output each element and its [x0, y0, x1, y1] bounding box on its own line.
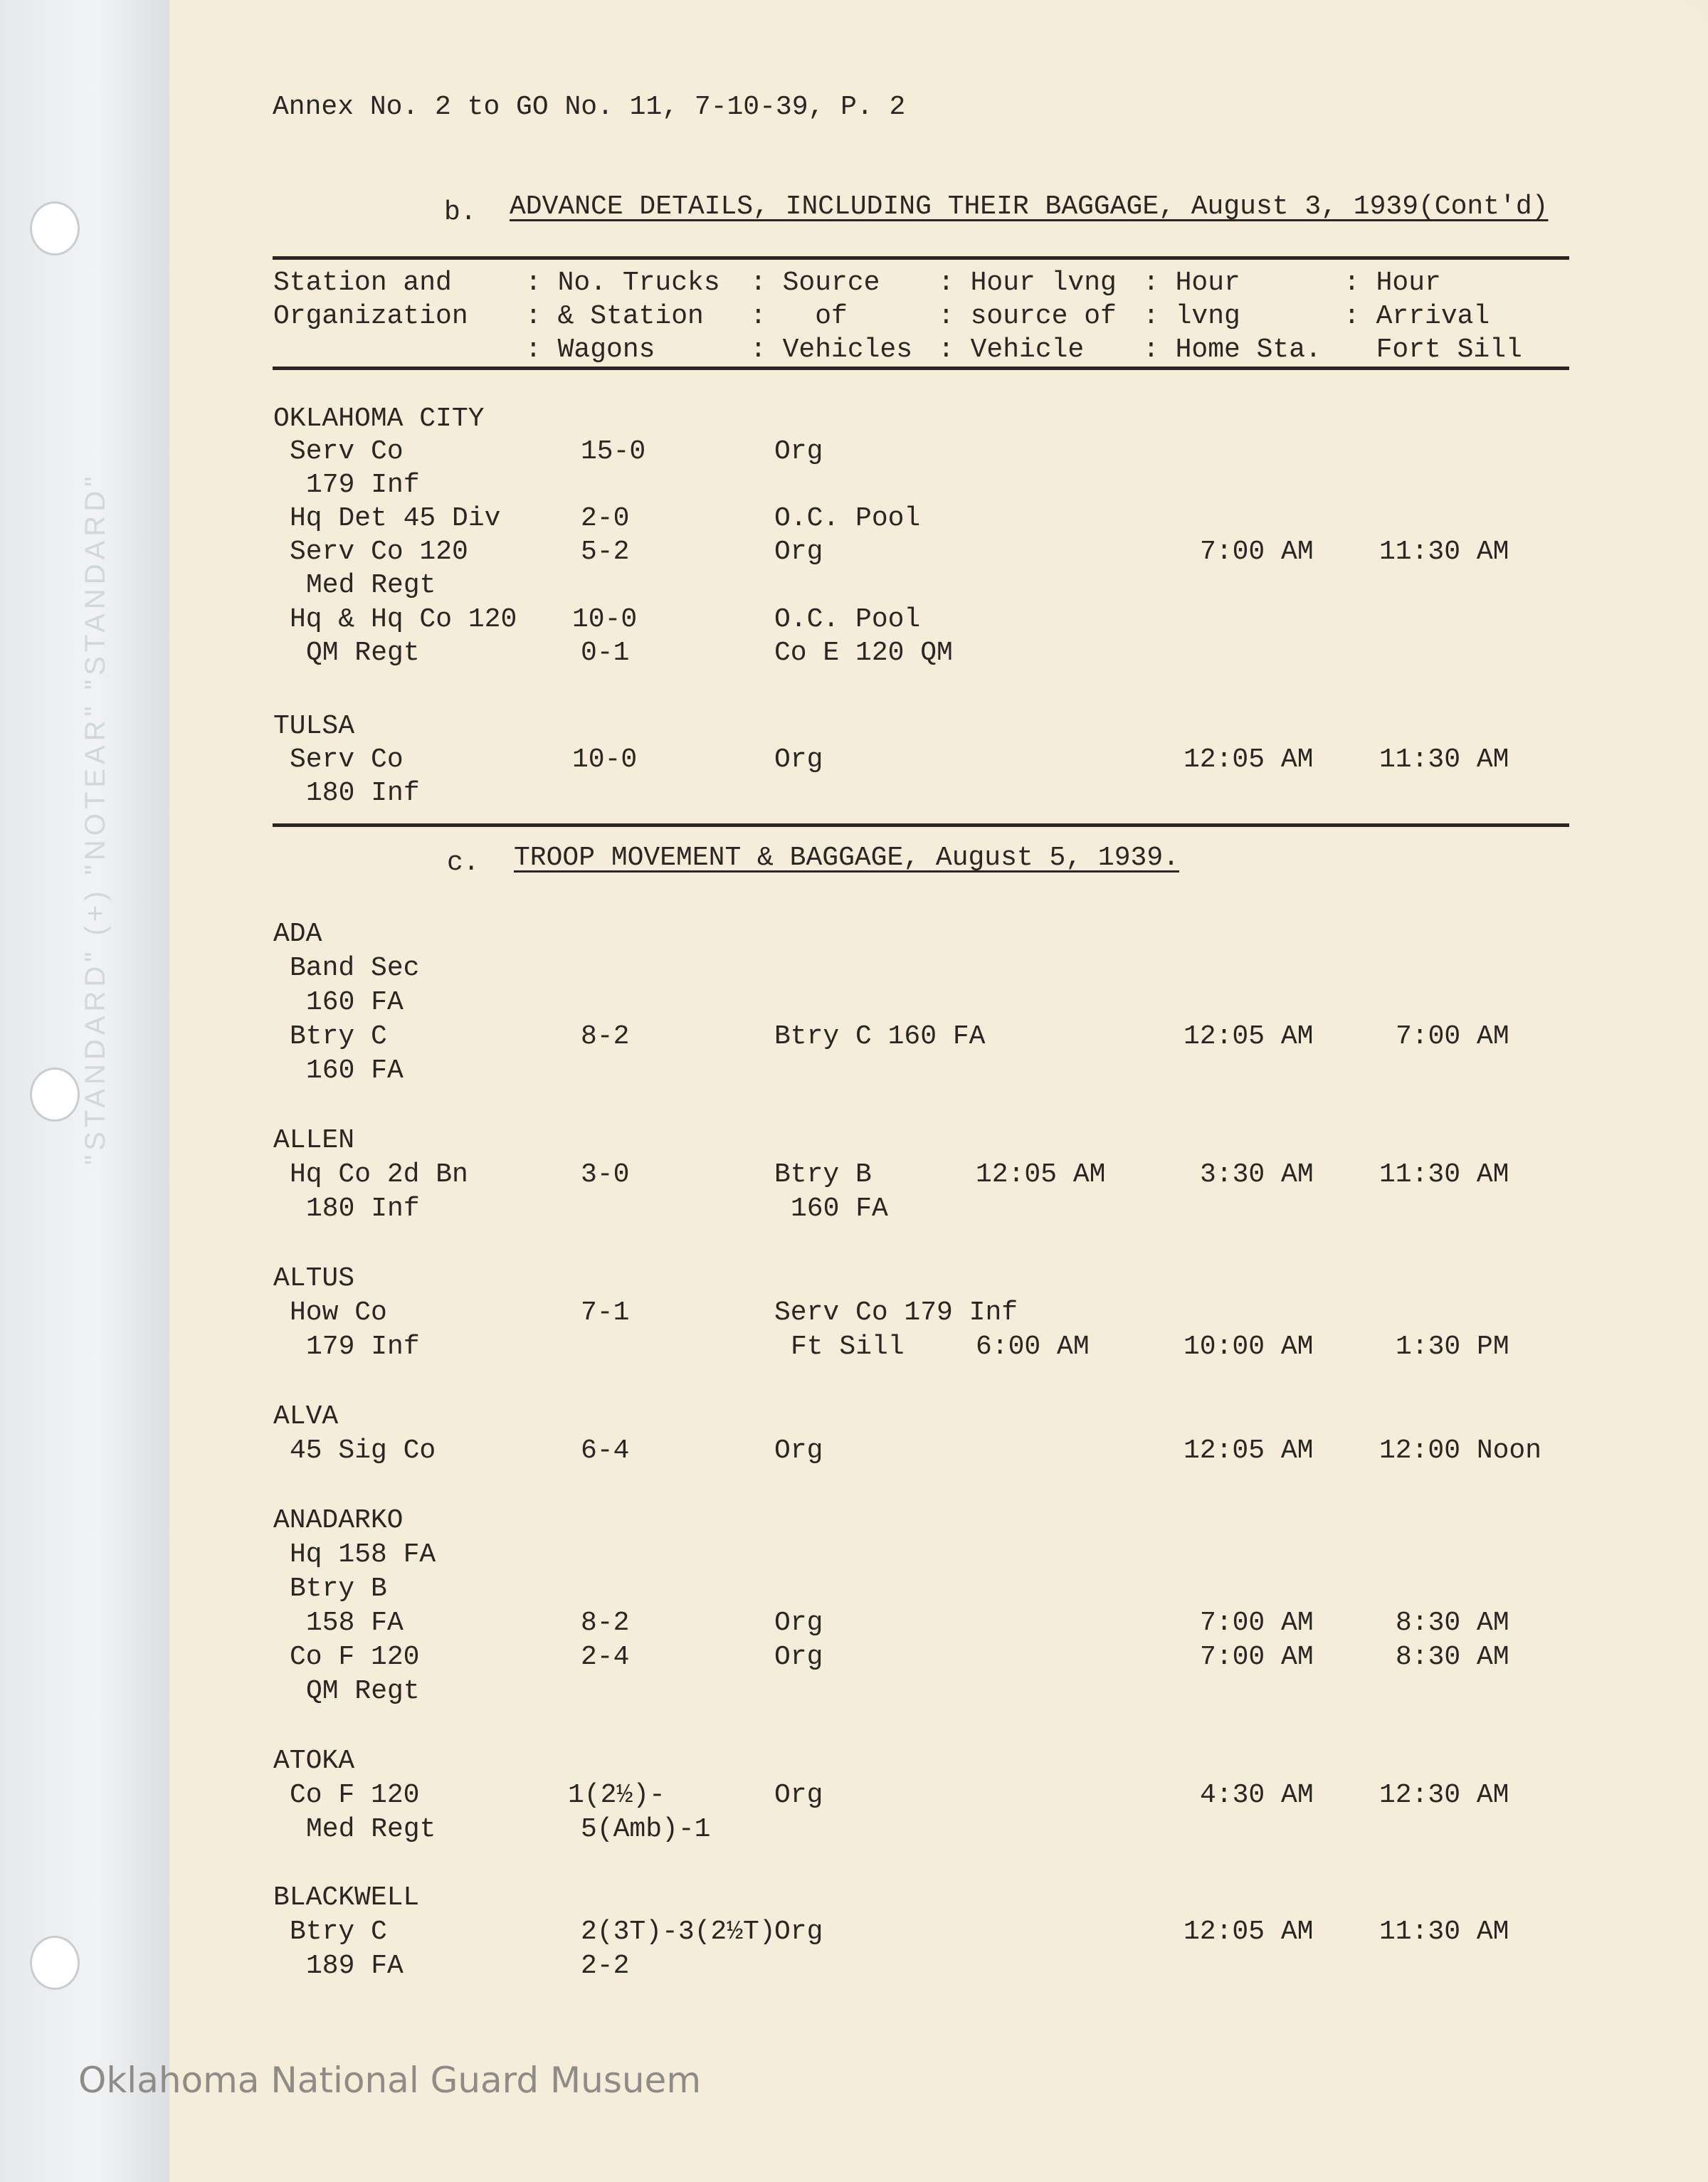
museum-watermark: Oklahoma National Guard Musuem: [78, 2060, 702, 2101]
source-cell: Serv Co 179 Inf: [774, 1297, 1018, 1328]
station-cell: How Co: [290, 1297, 387, 1328]
col-trucks-3: : Wagons: [525, 334, 655, 365]
trucks-cell: 10-0: [572, 604, 638, 635]
station-cell: OKLAHOMA CITY: [273, 404, 485, 434]
station-cell: Co F 120: [290, 1780, 420, 1811]
station-cell: QM Regt: [306, 638, 420, 668]
hour-home-cell: 12:05 AM: [1184, 1021, 1314, 1052]
station-cell: Hq Co 2d Bn: [290, 1159, 468, 1190]
station-cell: Btry C: [290, 1917, 387, 1947]
hour-home-cell: 3:30 AM: [1200, 1159, 1314, 1190]
document-page: [169, 0, 1708, 2182]
source-cell: Org: [774, 1435, 823, 1466]
col-arrival-2: : Arrival: [1344, 301, 1490, 332]
source-cell: Org: [774, 1608, 823, 1638]
col-arrival-3: Fort Sill: [1344, 334, 1522, 365]
source-cell: O.C. Pool: [774, 604, 921, 635]
source-cell: 160 FA: [791, 1193, 888, 1224]
station-cell: ALVA: [273, 1401, 339, 1432]
trucks-cell: 10-0: [572, 744, 638, 775]
trucks-cell: 3-0: [581, 1159, 630, 1190]
trucks-cell: 2-2: [581, 1951, 630, 1981]
section-divider: [273, 823, 1569, 827]
trucks-cell: 2(3T)-3(2½T): [581, 1917, 776, 1947]
station-cell: Serv Co 120: [290, 537, 468, 567]
hour-home-cell: 12:05 AM: [1184, 1917, 1314, 1947]
station-cell: Band Sec: [290, 953, 420, 984]
col-hour-src-3: : Vehicle: [938, 334, 1085, 365]
source-cell: Ft Sill: [791, 1332, 905, 1362]
station-cell: Med Regt: [306, 1814, 436, 1845]
col-trucks-2: : & Station: [525, 301, 704, 332]
hour-home-cell: 12:05 AM: [1184, 744, 1314, 775]
hour-home-cell: 10:00 AM: [1184, 1332, 1314, 1362]
station-cell: ANADARKO: [273, 1505, 404, 1536]
table-rule-top: [273, 256, 1569, 260]
trucks-cell: 1(2½)-: [568, 1780, 665, 1811]
punch-hole: [30, 201, 80, 255]
hour-home-cell: 4:30 AM: [1200, 1780, 1314, 1811]
hour-home-cell: 7:00 AM: [1200, 537, 1314, 567]
trucks-cell: 5-2: [581, 537, 630, 567]
col-hour-home-3: : Home Sta.: [1143, 334, 1322, 365]
arrival-cell: 11:30 AM: [1379, 1159, 1509, 1190]
punch-hole: [30, 1936, 80, 1990]
station-cell: ADA: [273, 919, 322, 949]
station-cell: Hq 158 FA: [290, 1539, 436, 1570]
col-trucks-1: : No. Trucks: [525, 268, 720, 298]
col-source-2: : of: [750, 301, 848, 332]
station-cell: ATOKA: [273, 1746, 355, 1776]
station-cell: 180 Inf: [306, 778, 420, 808]
arrival-cell: 8:30 AM: [1396, 1642, 1509, 1672]
station-cell: Hq Det 45 Div: [290, 503, 501, 534]
source-cell: Org: [774, 1642, 823, 1672]
trucks-cell: 8-2: [581, 1608, 630, 1638]
trucks-cell: 15-0: [581, 436, 646, 467]
trucks-cell: 8-2: [581, 1021, 630, 1052]
station-cell: 160 FA: [306, 987, 404, 1018]
col-source-3: : Vehicles: [750, 334, 913, 365]
arrival-cell: 8:30 AM: [1396, 1608, 1509, 1638]
table-rule-header: [273, 367, 1569, 370]
hour-home-cell: 7:00 AM: [1200, 1642, 1314, 1672]
trucks-cell: 7-1: [581, 1297, 630, 1328]
arrival-cell: 12:00 Noon: [1379, 1435, 1542, 1466]
station-cell: 179 Inf: [306, 470, 420, 500]
source-cell: Org: [774, 1917, 823, 1947]
station-cell: Serv Co: [290, 436, 404, 467]
station-cell: Serv Co: [290, 744, 404, 775]
arrival-cell: 11:30 AM: [1379, 744, 1509, 775]
col-hour-home-2: : lvng: [1143, 301, 1240, 332]
station-cell: QM Regt: [306, 1676, 420, 1707]
hour-src-cell: 12:05 AM: [976, 1159, 1106, 1190]
station-cell: ALLEN: [273, 1125, 355, 1156]
station-cell: BLACKWELL: [273, 1882, 420, 1913]
station-cell: 160 FA: [306, 1055, 404, 1086]
source-cell: Co E 120 QM: [774, 638, 953, 668]
station-cell: Btry B: [290, 1574, 387, 1604]
section-b-title: ADVANCE DETAILS, INCLUDING THEIR BAGGAGE, August 3, 1939(Cont'd): [510, 191, 1549, 222]
station-cell: Co F 120: [290, 1642, 420, 1672]
col-hour-src-2: : source of: [938, 301, 1117, 332]
source-cell: Btry C 160 FA: [774, 1021, 986, 1052]
source-cell: Org: [774, 436, 823, 467]
col-station-1: Station and: [273, 268, 452, 298]
annex-header: Annex No. 2 to GO No. 11, 7-10-39, P. 2: [273, 92, 906, 122]
punch-hole: [30, 1068, 80, 1122]
station-cell: Hq & Hq Co 120: [290, 604, 517, 635]
col-source-1: : Source: [750, 268, 880, 298]
arrival-cell: 11:30 AM: [1379, 537, 1509, 567]
col-hour-src-1: : Hour lvng: [938, 268, 1117, 298]
section-c-title: TROOP MOVEMENT & BAGGAGE, August 5, 1939.: [514, 843, 1179, 873]
station-cell: Btry C: [290, 1021, 387, 1052]
station-cell: TULSA: [273, 711, 355, 742]
section-b-letter: b.: [444, 197, 477, 228]
source-cell: Org: [774, 744, 823, 775]
col-station-2: Organization: [273, 301, 468, 332]
source-cell: Org: [774, 1780, 823, 1811]
source-cell: O.C. Pool: [774, 503, 921, 534]
section-c-letter: c.: [447, 848, 480, 878]
station-cell: 189 FA: [306, 1951, 404, 1981]
arrival-cell: 12:30 AM: [1379, 1780, 1509, 1811]
station-cell: 179 Inf: [306, 1332, 420, 1362]
station-cell: 45 Sig Co: [290, 1435, 436, 1466]
trucks-cell: 5(Amb)-1: [581, 1814, 711, 1845]
arrival-cell: 7:00 AM: [1396, 1021, 1509, 1052]
arrival-cell: 1:30 PM: [1396, 1332, 1509, 1362]
source-cell: Org: [774, 537, 823, 567]
hour-home-cell: 12:05 AM: [1184, 1435, 1314, 1466]
trucks-cell: 2-4: [581, 1642, 630, 1672]
hour-home-cell: 7:00 AM: [1200, 1608, 1314, 1638]
binder-strip: [0, 0, 171, 2182]
trucks-cell: 2-0: [581, 503, 630, 534]
trucks-cell: 6-4: [581, 1435, 630, 1466]
station-cell: 180 Inf: [306, 1193, 420, 1224]
col-hour-home-1: : Hour: [1143, 268, 1240, 298]
trucks-cell: 0-1: [581, 638, 630, 668]
binder-brand: "STANDARD" (+) "NOTEAR" "STANDARD": [80, 472, 111, 1165]
col-arrival-1: : Hour: [1344, 268, 1441, 298]
arrival-cell: 11:30 AM: [1379, 1917, 1509, 1947]
hour-src-cell: 6:00 AM: [976, 1332, 1090, 1362]
source-cell: Btry B: [774, 1159, 872, 1190]
station-cell: ALTUS: [273, 1263, 355, 1294]
station-cell: Med Regt: [306, 570, 436, 601]
station-cell: 158 FA: [306, 1608, 404, 1638]
